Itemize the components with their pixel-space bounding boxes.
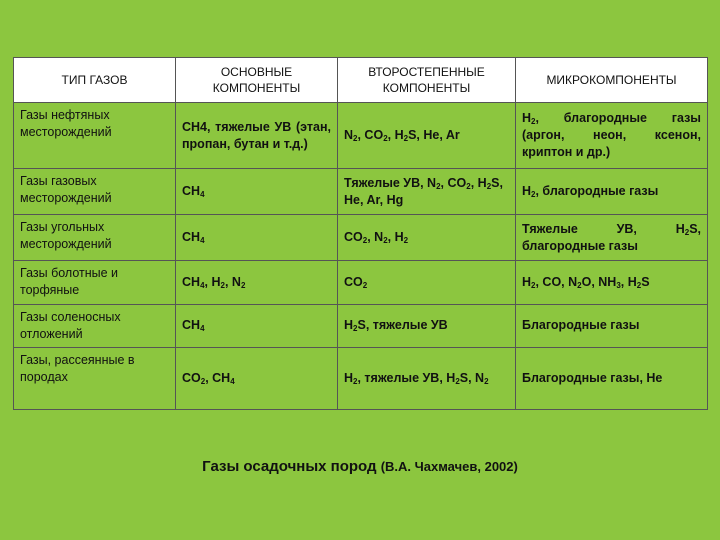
cell-secondary: $CO_2$	[338, 261, 516, 305]
cell-secondary: $N_2$, $CO_2$, $H_2S$, He, Ar	[338, 103, 516, 169]
cell-micro: Благородные газы	[516, 305, 708, 348]
cell-gas-type: Газы, рассеянные в породах	[14, 347, 176, 409]
table-row	[14, 305, 708, 348]
table-row	[14, 261, 708, 305]
table-row	[14, 169, 708, 215]
cell-micro: $H_2$, благородные газы (аргон, неон, ксенон, криптон и др.)	[516, 103, 708, 169]
cell-gas-type: Газы угольных месторождений	[14, 215, 176, 261]
cell-micro: $H_2$, CO, $N_2O$, $NH_3$, $H_2S$	[516, 261, 708, 305]
cell-main: $CH_4$	[176, 169, 338, 215]
cell-main: $CH_4$	[176, 215, 338, 261]
figure-caption	[0, 458, 720, 475]
header-microcomponents: МИКРОКОМПОНЕНТЫ	[516, 58, 708, 103]
cell-micro: Тяжелые УВ, $H_2S$, благородные газы	[516, 215, 708, 261]
cell-gas-type: Газы нефтяных месторождений	[14, 103, 176, 169]
cell-main: $CO_2$, $CH_4$	[176, 347, 338, 409]
cell-main: $CH_4$	[176, 305, 338, 348]
cell-secondary: $CO_2$, $N_2$, $H_2$	[338, 215, 516, 261]
table-row	[14, 215, 708, 261]
cell-main: $CH_4$, $H_2$, $N_2$	[176, 261, 338, 305]
header-main-components: ОСНОВНЫЕ КОМПОНЕНТЫ	[176, 58, 338, 103]
cell-gas-type: Газы болотные и торфяные	[14, 261, 176, 305]
cell-micro: Благородные газы, He	[516, 347, 708, 409]
gas-types-table	[13, 57, 708, 410]
caption-citation: (В.А. Чахмачев, 2002)	[380, 459, 518, 474]
header-gas-type: ТИП ГАЗОВ	[14, 58, 176, 103]
cell-secondary: $H_2S$, тяжелые УВ	[338, 305, 516, 348]
table-header-row	[14, 58, 708, 103]
header-secondary-components: ВТОРОСТЕПЕННЫЕ КОМПОНЕНТЫ	[338, 58, 516, 103]
caption-title: Газы осадочных пород	[202, 458, 377, 475]
cell-secondary: $H_2$, тяжелые УВ, $H_2S$, $N_2$	[338, 347, 516, 409]
table-row	[14, 347, 708, 409]
cell-gas-type: Газы соленосных отложений	[14, 305, 176, 348]
table-row	[14, 103, 708, 169]
cell-main: CH4, тяжелые УВ (этан, пропан, бутан и т.д.)	[176, 103, 338, 169]
cell-gas-type: Газы газовых месторождений	[14, 169, 176, 215]
cell-secondary: Тяжелые УВ, $N_2$, $CO_2$, $H_2S$, He, Ar, Hg	[338, 169, 516, 215]
cell-micro: $H_2$, благородные газы	[516, 169, 708, 215]
